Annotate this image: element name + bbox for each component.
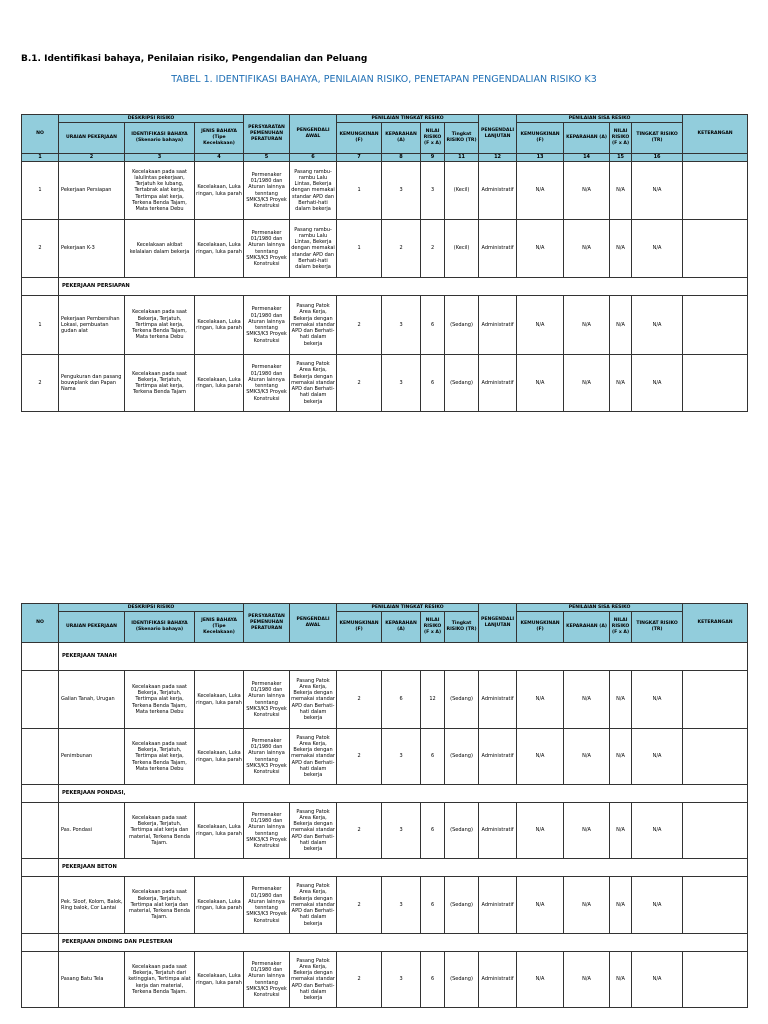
row-keterangan bbox=[683, 296, 748, 355]
table-row bbox=[22, 296, 748, 355]
row-tingkat-risiko-sisa: N/A bbox=[632, 952, 683, 1008]
section-row bbox=[22, 785, 748, 803]
row-pengendali-awal: Pasang Patok Area Kerja, Bekerja dengan memakai standar APD dan Berhati-hati dalam bekerja bbox=[290, 952, 337, 1008]
row-identifikasi-bahaya: Kecelakaan pada saat Bekerja, Terjatuh, Tertimpa alat kerja dan material, Terkena Benda Tajam. bbox=[125, 803, 195, 859]
risk-table-2 bbox=[21, 603, 748, 1008]
row-keterangan bbox=[683, 671, 748, 729]
row-kemungkinan: 1 bbox=[337, 162, 382, 220]
row-pengendali-lanjutan: Administratif bbox=[479, 220, 517, 278]
row-keparahan-sisa: N/A bbox=[564, 296, 610, 355]
row-nilai-risiko: 6 bbox=[421, 296, 445, 355]
row-kemungkinan-sisa: N/A bbox=[517, 952, 564, 1008]
row-tingkat-risiko: (Kecil) bbox=[445, 162, 479, 220]
row-tingkat-risiko-sisa: N/A bbox=[632, 671, 683, 729]
column-number: 8 bbox=[382, 154, 421, 162]
row-pengendali-lanjutan: Administratif bbox=[479, 729, 517, 785]
row-tingkat-risiko: (Sedang) bbox=[445, 671, 479, 729]
row-keparahan: 6 bbox=[382, 671, 421, 729]
column-number: 4 bbox=[195, 154, 244, 162]
row-pengendali-awal: Pasang Patok Area Kerja, Bekerja dengan memakai standar APD dan Berhati-hati dalam bekerja bbox=[290, 803, 337, 859]
row-nilai-risiko: 3 bbox=[421, 162, 445, 220]
header-identifikasi-bahaya: IDENTIFIKASI BAHAYA (Skenario bahaya) bbox=[125, 612, 195, 643]
row-kemungkinan-sisa: N/A bbox=[517, 803, 564, 859]
row-kemungkinan: 1 bbox=[337, 220, 382, 278]
header-no: NO bbox=[22, 604, 59, 643]
row-jenis-bahaya: Kecelakaan, Luka ringan, luka parah bbox=[195, 162, 244, 220]
section-row-spacer bbox=[22, 859, 59, 877]
column-number bbox=[683, 154, 748, 162]
row-pengendali-awal: Pasang rambu-rambu Lalu Lintas, Bekerja dengan memakai standar APD dan Berhati-hati dalam bekerja bbox=[290, 162, 337, 220]
row-persyaratan: Permenaker 01/1980 dan Aturan lainnya tenntang SMK3/K3 Proyek Konstruksi bbox=[244, 952, 290, 1008]
row-no: 1 bbox=[22, 296, 59, 355]
row-uraian-pekerjaan: Pekerjaan Pembersihan Lokasi, pembuatan gudan alat bbox=[59, 296, 125, 355]
row-persyaratan: Permenaker 01/1980 dan Aturan lainnya tenntang SMK3/K3 Proyek Konstruksi bbox=[244, 729, 290, 785]
row-uraian-pekerjaan: Pekerjaan Persiapan bbox=[59, 162, 125, 220]
row-nilai-risiko: 6 bbox=[421, 877, 445, 934]
row-kemungkinan: 2 bbox=[337, 355, 382, 412]
row-nilai-risiko-sisa: N/A bbox=[610, 296, 632, 355]
row-pengendali-lanjutan: Administratif bbox=[479, 877, 517, 934]
table-row bbox=[22, 220, 748, 278]
row-jenis-bahaya: Kecelakaan, Luka ringan, luka parah bbox=[195, 729, 244, 785]
row-pengendali-lanjutan: Administratif bbox=[479, 162, 517, 220]
row-no: 1 bbox=[22, 162, 59, 220]
row-nilai-risiko-sisa: N/A bbox=[610, 877, 632, 934]
row-nilai-risiko-sisa: N/A bbox=[610, 952, 632, 1008]
row-tingkat-risiko: (Sedang) bbox=[445, 877, 479, 934]
row-identifikasi-bahaya: Kecelakaan pada saat Bekerja, Terjatuh dari ketinggian, Tertimpa alat kerja dan material, Terkena Benda Tajam. bbox=[125, 952, 195, 1008]
header-jenis-bahaya: JENIS BAHAYA (Tipe Kecelakaan) bbox=[195, 612, 244, 643]
row-pengendali-awal: Pasang Patok Area Kerja, Bekerja dengan memakai standar APD dan Berhati-hati dalam bekerja bbox=[290, 355, 337, 412]
row-keparahan-sisa: N/A bbox=[564, 877, 610, 934]
row-kemungkinan-sisa: N/A bbox=[517, 729, 564, 785]
row-no: 2 bbox=[22, 220, 59, 278]
section-label: PEKERJAAN TANAH bbox=[59, 643, 748, 671]
row-keparahan: 3 bbox=[382, 162, 421, 220]
row-uraian-pekerjaan: Galian Tanah, Urugan bbox=[59, 671, 125, 729]
row-no bbox=[22, 671, 59, 729]
row-no bbox=[22, 803, 59, 859]
row-keterangan bbox=[683, 952, 748, 1008]
header-persyaratan: PERSYARATAN PEMENUHAN PERATURAN bbox=[244, 115, 290, 154]
column-number: 2 bbox=[59, 154, 125, 162]
row-nilai-risiko: 6 bbox=[421, 729, 445, 785]
section-row bbox=[22, 934, 748, 952]
header-keparahan: KEPARAHAN (A) bbox=[382, 123, 421, 154]
row-tingkat-risiko-sisa: N/A bbox=[632, 296, 683, 355]
row-keparahan: 3 bbox=[382, 803, 421, 859]
row-no bbox=[22, 952, 59, 1008]
row-kemungkinan: 2 bbox=[337, 296, 382, 355]
row-kemungkinan-sisa: N/A bbox=[517, 671, 564, 729]
row-keterangan bbox=[683, 729, 748, 785]
row-uraian-pekerjaan: Pekerjaan K-3 bbox=[59, 220, 125, 278]
header-persyaratan: PERSYARATAN PEMENUHAN PERATURAN bbox=[244, 604, 290, 643]
row-jenis-bahaya: Kecelakaan, Luka ringan, luka parah bbox=[195, 355, 244, 412]
row-persyaratan: Permenaker 01/1980 dan Aturan lainnya tenntang SMK3/K3 Proyek Konstruksi bbox=[244, 803, 290, 859]
header-uraian-pekerjaan: URAIAN PEKERJAAN bbox=[59, 612, 125, 643]
table-row bbox=[22, 803, 748, 859]
row-keparahan-sisa: N/A bbox=[564, 952, 610, 1008]
column-number: 16 bbox=[632, 154, 683, 162]
row-nilai-risiko: 6 bbox=[421, 952, 445, 1008]
row-nilai-risiko: 6 bbox=[421, 803, 445, 859]
row-tingkat-risiko: (Sedang) bbox=[445, 296, 479, 355]
section-label: PEKERJAAN PERSIAPAN bbox=[59, 278, 748, 296]
header-no: NO bbox=[22, 115, 59, 154]
section-row-spacer bbox=[22, 785, 59, 803]
row-jenis-bahaya: Kecelakaan, Luka ringan, luka parah bbox=[195, 803, 244, 859]
row-identifikasi-bahaya: Kecelakaan pada saat Bekerja, Terjatuh, Tertimpa alat kerja, Terkena Benda Tajam bbox=[125, 355, 195, 412]
row-tingkat-risiko-sisa: N/A bbox=[632, 729, 683, 785]
header-penilaian-sisa-resiko: PENILAIAN SISA RESIKO bbox=[517, 604, 683, 612]
header-tingkat-risiko-sisa: TINGKAT RISIKO (TR) bbox=[632, 612, 683, 643]
column-number: 9 bbox=[421, 154, 445, 162]
row-jenis-bahaya: Kecelakaan, Luka ringan, luka parah bbox=[195, 296, 244, 355]
row-keparahan-sisa: N/A bbox=[564, 162, 610, 220]
row-keparahan-sisa: N/A bbox=[564, 671, 610, 729]
row-nilai-risiko-sisa: N/A bbox=[610, 803, 632, 859]
header-kemungkinan-sisa: KEMUNGKINAN (F) bbox=[517, 612, 564, 643]
row-keparahan-sisa: N/A bbox=[564, 729, 610, 785]
row-jenis-bahaya: Kecelakaan, Luka ringan, luka parah bbox=[195, 877, 244, 934]
row-nilai-risiko-sisa: N/A bbox=[610, 671, 632, 729]
row-kemungkinan: 2 bbox=[337, 877, 382, 934]
table-row bbox=[22, 952, 748, 1008]
header-nilai-risiko: NILAI RISIKO (F x A) bbox=[421, 123, 445, 154]
row-kemungkinan: 2 bbox=[337, 671, 382, 729]
row-nilai-risiko-sisa: N/A bbox=[610, 729, 632, 785]
row-tingkat-risiko-sisa: N/A bbox=[632, 220, 683, 278]
row-kemungkinan: 2 bbox=[337, 803, 382, 859]
row-uraian-pekerjaan: Pasang Batu Tela bbox=[59, 952, 125, 1008]
row-tingkat-risiko: (Sedang) bbox=[445, 952, 479, 1008]
section-label: PEKERJAAN DINDING DAN PLESTERAN bbox=[59, 934, 748, 952]
section-row-spacer bbox=[22, 934, 59, 952]
row-no: 2 bbox=[22, 355, 59, 412]
row-nilai-risiko: 12 bbox=[421, 671, 445, 729]
section-label: PEKERJAAN PONDASI, bbox=[59, 785, 748, 803]
row-no bbox=[22, 729, 59, 785]
header-tingkat-risiko: Tingkat RISIKO (TR) bbox=[445, 123, 479, 154]
column-number: 12 bbox=[479, 154, 517, 162]
row-keparahan-sisa: N/A bbox=[564, 355, 610, 412]
row-pengendali-awal: Pasang Patok Area Kerja, Bekerja dengan memakai standar APD dan Berhati-hati dalam bekerja bbox=[290, 877, 337, 934]
column-number: 14 bbox=[564, 154, 610, 162]
column-number: 15 bbox=[610, 154, 632, 162]
row-identifikasi-bahaya: Kecelakaan pada saat Bekerja, Terjatuh, Tertimpa alat kerja dan material, Terkena Benda Tajam. bbox=[125, 877, 195, 934]
column-number: 7 bbox=[337, 154, 382, 162]
row-persyaratan: Permenaker 01/1980 dan Aturan lainnya tenntang SMK3/K3 Proyek Konstruksi bbox=[244, 877, 290, 934]
row-kemungkinan-sisa: N/A bbox=[517, 162, 564, 220]
row-keparahan: 3 bbox=[382, 355, 421, 412]
header-keterangan: KETERANGAN bbox=[683, 604, 748, 643]
row-persyaratan: Permenaker 01/1980 dan Aturan lainnya tenntang SMK3/K3 Proyek Konstruksi bbox=[244, 671, 290, 729]
row-nilai-risiko-sisa: N/A bbox=[610, 355, 632, 412]
row-no bbox=[22, 877, 59, 934]
column-number: 5 bbox=[244, 154, 290, 162]
header-pengendali-awal: PENGENDALI AWAL bbox=[290, 115, 337, 154]
section-row-spacer bbox=[22, 278, 59, 296]
row-uraian-pekerjaan: Pek. Sloof, Kolom, Balok, Ring balok, Cor Lantai bbox=[59, 877, 125, 934]
row-keterangan bbox=[683, 162, 748, 220]
section-row bbox=[22, 643, 748, 671]
row-keterangan bbox=[683, 220, 748, 278]
row-uraian-pekerjaan: Pengukuran dan pasang bouwplank dan Papan Nama bbox=[59, 355, 125, 412]
column-number: 13 bbox=[517, 154, 564, 162]
row-keterangan bbox=[683, 803, 748, 859]
row-nilai-risiko: 2 bbox=[421, 220, 445, 278]
row-jenis-bahaya: Kecelakaan, Luka ringan, luka parah bbox=[195, 952, 244, 1008]
header-pengendali-lanjutan: PENGENDALI LANJUTAN bbox=[479, 115, 517, 154]
row-pengendali-awal: Pasang Patok Area Kerja, Bekerja dengan memakai standar APD dan Berhati-hati dalam bekerja bbox=[290, 671, 337, 729]
column-number: 3 bbox=[125, 154, 195, 162]
header-nilai-risiko-sisa: NILAI RISIKO (F x A) bbox=[610, 123, 632, 154]
row-keparahan: 3 bbox=[382, 877, 421, 934]
row-pengendali-awal: Pasang Patok Area Kerja, Bekerja dengan memakai standar APD dan Berhati-hati dalam bekerja bbox=[290, 296, 337, 355]
row-persyaratan: Permenaker 01/1980 dan Aturan lainnya tenntang SMK3/K3 Proyek Konstruksi bbox=[244, 355, 290, 412]
header-deskripsi-risiko: DESKRIPSI RISIKO bbox=[59, 604, 244, 612]
header-uraian-pekerjaan: URAIAN PEKERJAAN bbox=[59, 123, 125, 154]
row-persyaratan: Permenaker 01/1980 dan Aturan lainnya tenntang SMK3/K3 Proyek Konstruksi bbox=[244, 220, 290, 278]
row-keparahan-sisa: N/A bbox=[564, 220, 610, 278]
row-persyaratan: Permenaker 01/1980 dan Aturan lainnya tenntang SMK3/K3 Proyek Konstruksi bbox=[244, 296, 290, 355]
section-row bbox=[22, 278, 748, 296]
row-jenis-bahaya: Kecelakaan, Luka ringan, luka parah bbox=[195, 671, 244, 729]
header-pengendali-awal: PENGENDALI AWAL bbox=[290, 604, 337, 643]
row-tingkat-risiko: (Sedang) bbox=[445, 729, 479, 785]
header-keparahan-sisa: KEPARAHAN (A) bbox=[564, 123, 610, 154]
row-tingkat-risiko: (Sedang) bbox=[445, 355, 479, 412]
row-kemungkinan-sisa: N/A bbox=[517, 296, 564, 355]
header-tingkat-risiko-sisa: TINGKAT RISIKO (TR) bbox=[632, 123, 683, 154]
header-keterangan: KETERANGAN bbox=[683, 115, 748, 154]
row-pengendali-awal: Pasang Patok Area Kerja, Bekerja dengan memakai standar APD dan Berhati-hati dalam bekerja bbox=[290, 729, 337, 785]
table-row bbox=[22, 355, 748, 412]
row-nilai-risiko: 6 bbox=[421, 355, 445, 412]
row-keparahan: 3 bbox=[382, 952, 421, 1008]
table-row bbox=[22, 877, 748, 934]
header-kemungkinan-sisa: KEMUNGKINAN (F) bbox=[517, 123, 564, 154]
row-keparahan: 3 bbox=[382, 296, 421, 355]
row-identifikasi-bahaya: Kecelakaan pada saat Bekerja, Terjatuh, Tertimpa alat kerja, Terkena Benda Tajam, Mata terkena Debu bbox=[125, 296, 195, 355]
header-kemungkinan: KEMUNGKINAN (F) bbox=[337, 612, 382, 643]
row-identifikasi-bahaya: Kecelakaan pada saat Bekerja, Terjatuh, Tertimpa alat kerja, Terkena Benda Tajam, Mata terkena Debu bbox=[125, 729, 195, 785]
row-identifikasi-bahaya: Kecelakaan pada saat Bekerja, Terjatuh, Tertimpa alat kerja, Terkena Benda Tajam, Mata terkena Debu bbox=[125, 671, 195, 729]
column-number: 1 bbox=[22, 154, 59, 162]
row-uraian-pekerjaan: Penimbunan bbox=[59, 729, 125, 785]
section-heading: B.1. Identifikasi bahaya, Penilaian risiko, Pengendalian dan Peluang bbox=[21, 54, 368, 64]
column-number: 11 bbox=[445, 154, 479, 162]
section-row-spacer bbox=[22, 643, 59, 671]
header-tingkat-risiko: Tingkat RISIKO (TR) bbox=[445, 612, 479, 643]
row-nilai-risiko-sisa: N/A bbox=[610, 220, 632, 278]
header-penilaian-tingkat-resiko: PENILAIAN TINGKAT RESIKO bbox=[337, 604, 479, 612]
header-nilai-risiko: NILAI RISIKO (F x A) bbox=[421, 612, 445, 643]
header-penilaian-sisa-resiko: PENILAIAN SISA RESIKO bbox=[517, 115, 683, 123]
row-keterangan bbox=[683, 877, 748, 934]
row-tingkat-risiko-sisa: N/A bbox=[632, 162, 683, 220]
row-nilai-risiko-sisa: N/A bbox=[610, 162, 632, 220]
header-nilai-risiko-sisa: NILAI RISIKO (F x A) bbox=[610, 612, 632, 643]
header-pengendali-lanjutan: PENGENDALI LANJUTAN bbox=[479, 604, 517, 643]
row-pengendali-lanjutan: Administratif bbox=[479, 355, 517, 412]
risk-table-1 bbox=[21, 114, 748, 412]
row-pengendali-lanjutan: Administratif bbox=[479, 671, 517, 729]
row-tingkat-risiko: (Kecil) bbox=[445, 220, 479, 278]
header-jenis-bahaya: JENIS BAHAYA (Tipe Kecelakaan) bbox=[195, 123, 244, 154]
row-tingkat-risiko-sisa: N/A bbox=[632, 877, 683, 934]
row-uraian-pekerjaan: Pas. Pondasi bbox=[59, 803, 125, 859]
row-kemungkinan-sisa: N/A bbox=[517, 220, 564, 278]
table-row bbox=[22, 162, 748, 220]
row-pengendali-lanjutan: Administratif bbox=[479, 952, 517, 1008]
header-kemungkinan: KEMUNGKINAN (F) bbox=[337, 123, 382, 154]
row-kemungkinan: 2 bbox=[337, 952, 382, 1008]
row-persyaratan: Permenaker 01/1980 dan Aturan lainnya tenntang SMK3/K3 Proyek Konstruksi bbox=[244, 162, 290, 220]
row-keparahan: 3 bbox=[382, 729, 421, 785]
row-jenis-bahaya: Kecelakaan, Luka ringan, luka parah bbox=[195, 220, 244, 278]
table-row bbox=[22, 729, 748, 785]
header-penilaian-tingkat-resiko: PENILAIAN TINGKAT RESIKO bbox=[337, 115, 479, 123]
row-tingkat-risiko: (Sedang) bbox=[445, 803, 479, 859]
row-pengendali-awal: Pasang rambu-rambu Lalu Lintas, Bekerja dengan memakai standar APD dan Berhati-hati dalam bekerja bbox=[290, 220, 337, 278]
row-keterangan bbox=[683, 355, 748, 412]
row-keparahan-sisa: N/A bbox=[564, 803, 610, 859]
column-number: 6 bbox=[290, 154, 337, 162]
row-tingkat-risiko-sisa: N/A bbox=[632, 355, 683, 412]
header-identifikasi-bahaya: IDENTIFIKASI BAHAYA (Skenario bahaya) bbox=[125, 123, 195, 154]
header-deskripsi-risiko: DESKRIPSI RISIKO bbox=[59, 115, 244, 123]
row-kemungkinan: 2 bbox=[337, 729, 382, 785]
section-label: PEKERJAAN BETON bbox=[59, 859, 748, 877]
row-pengendali-lanjutan: Administratif bbox=[479, 803, 517, 859]
row-pengendali-lanjutan: Administratif bbox=[479, 296, 517, 355]
table-row bbox=[22, 671, 748, 729]
header-keparahan-sisa: KEPARAHAN (A) bbox=[564, 612, 610, 643]
row-identifikasi-bahaya: Kecelakaan pada saat lalulintas pekerjaan, Terjatuh ke lubang, Tertabrak alat kerja, Tertimpa alat kerja, Terkena Benda Tajam, Mata terkena Debu bbox=[125, 162, 195, 220]
row-tingkat-risiko-sisa: N/A bbox=[632, 803, 683, 859]
section-row bbox=[22, 859, 748, 877]
header-keparahan: KEPARAHAN (A) bbox=[382, 612, 421, 643]
table-title: TABEL 1. IDENTIFIKASI BAHAYA, PENILAIAN RISIKO, PENETAPAN PENGENDALIAN RISIKO K3 bbox=[171, 74, 597, 85]
row-keparahan: 2 bbox=[382, 220, 421, 278]
row-kemungkinan-sisa: N/A bbox=[517, 355, 564, 412]
row-kemungkinan-sisa: N/A bbox=[517, 877, 564, 934]
row-identifikasi-bahaya: Kecelakaan akibat kelalaian dalam bekerja bbox=[125, 220, 195, 278]
